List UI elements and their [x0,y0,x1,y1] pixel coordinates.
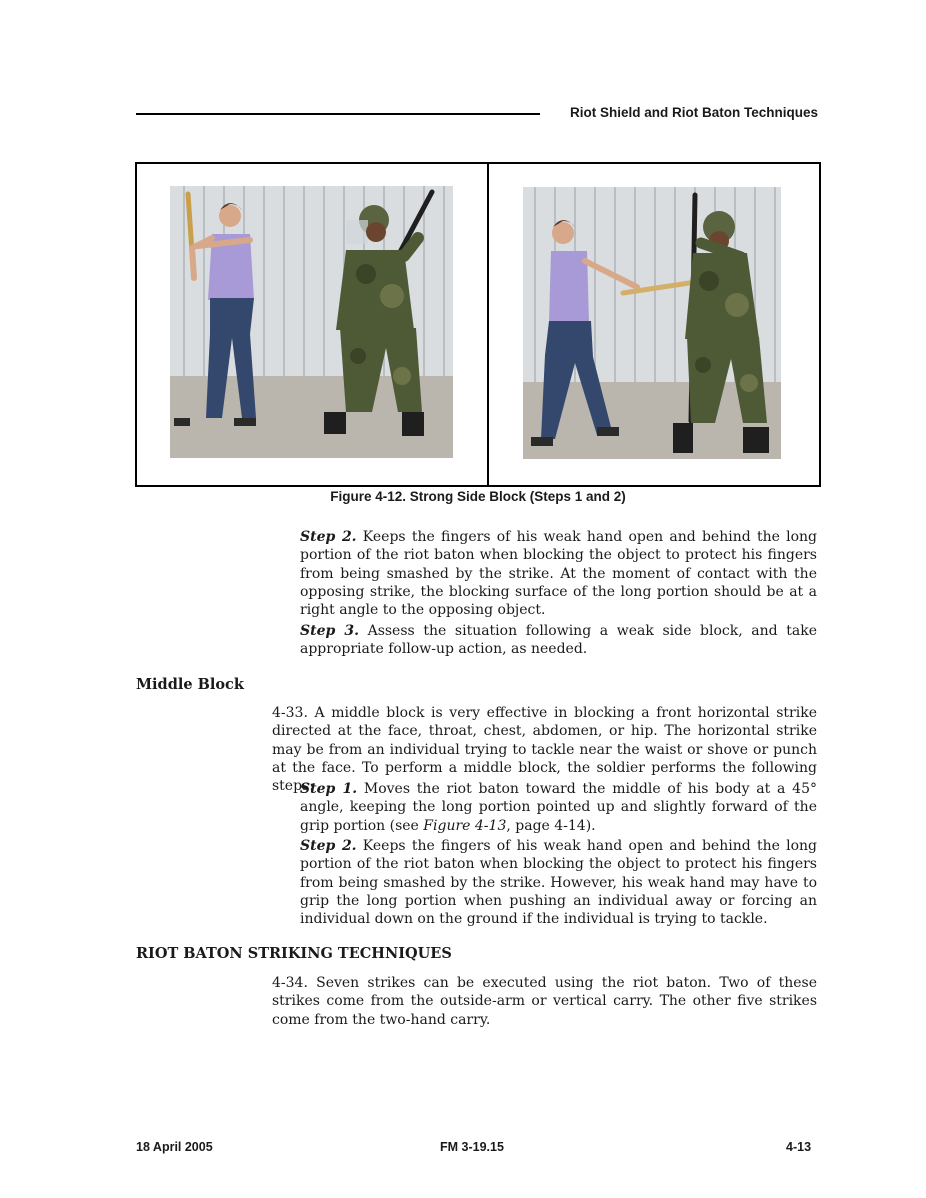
step-text: Assess the situation following a weak side block, and take appropriate follow-up action, as needed. [300,623,818,658]
striking-techniques-heading: RIOT BATON STRIKING TECHNIQUES [136,945,452,962]
footer-date: 18 April 2005 [136,1140,213,1154]
step-text: Keeps the fingers of his weak hand open and behind the long portion of the riot baton when blocking the object to protect his fingers from being smashed by the strike. However, his weak hand may have to grip the long portion when pushing an individual away or forcing an individual down on the ground if the individual is trying to tackle. [300,838,817,928]
paragraph-4-33: 4-33. A middle block is very effective in blocking a front horizontal strike directed at the face, throat, chest, abdomen, or hip. The horizontal strike may be from an individual trying to tackle near the waist or shove or punch at the face. To perform a middle block, the soldier performs the following steps: [272,705,817,795]
footer-manual: FM 3-19.15 [440,1140,504,1154]
figure-caption: Figure 4-12. Strong Side Block (Steps 1 and 2) [330,489,626,504]
figure-reference: Figure 4-13 [423,817,507,834]
running-header: Riot Shield and Riot Baton Techniques [569,105,818,120]
step-lead: Step 2. [300,838,357,854]
step-3-weak-side [300,622,817,659]
step-text: Moves the riot baton toward the middle of his body at a 45° angle, keeping the long portion pointed up and slightly forward of the grip portion (see [300,781,817,834]
footer-page-number: 4-13 [786,1140,812,1154]
step-text: , page 4-14). [506,817,596,834]
step-lead: Step 1. [300,781,358,797]
step-lead: Step 2. [300,529,357,545]
step-2-photo [523,187,781,459]
paragraph-4-34: 4-34. Seven strikes can be executed using the riot baton. Two of these strikes come from the outside-arm or vertical carry. The other five strikes come from the two-hand carry. [272,975,817,1028]
step-1-photo [170,186,453,458]
step-2-middle [300,837,817,928]
step-text: Keeps the fingers of his weak hand open and behind the long portion of the riot baton when blocking the object to protect his fingers from being smashed by the strike. At the moment of contact with the opposing strike, the blocking surface of the long portion should be at a right angle to the opposing object. [300,529,817,619]
middle-block-heading: Middle Block [136,676,244,693]
figure-divider [487,162,489,485]
header-rule [136,113,540,115]
step-1-middle [300,780,817,835]
step-2-weak-side [300,528,817,619]
step-lead: Step 3. [300,623,359,639]
